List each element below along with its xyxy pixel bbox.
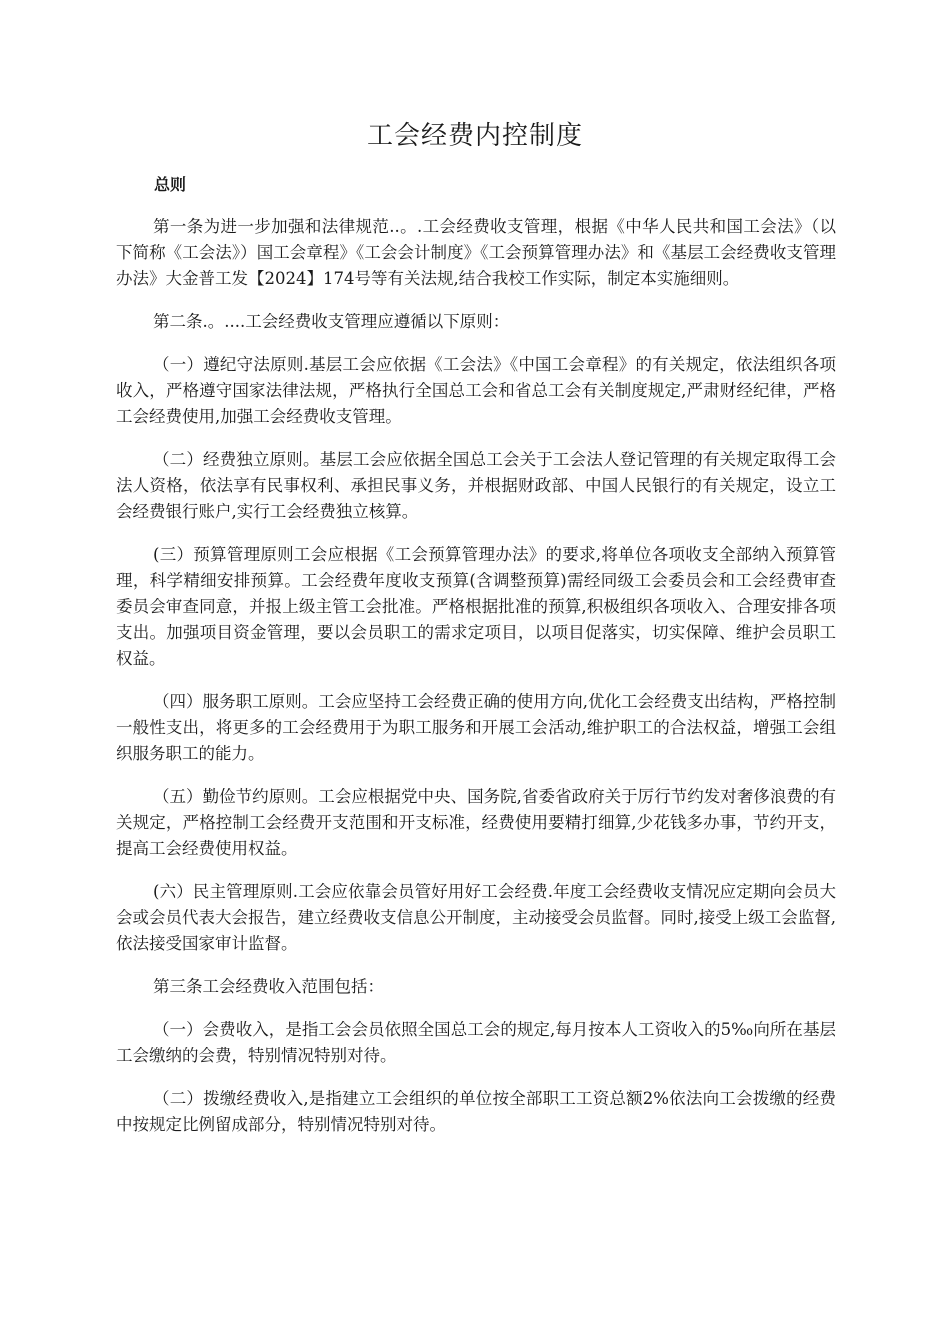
principle-2-paragraph: （二）经费独立原则。基层工会应依据全国总工会关于工会法人登记管理的有关规定取得工会法人资格，依法享有民事权利、承担民事义务，并根据财政部、中国人民银行的有关规定，设立工会经费银行账户,实行工会经费独立核算。: [116, 450, 836, 521]
principle-5-paragraph: （五）勤俭节约原则。工会应根据党中央、国务院,省委省政府关于厉行节约发对奢侈浪费的有关规定，严格控制工会经费开支范围和开支标准，经费使用要精打细算,少花钱多办事，节约开支，提高工会经费使用权益。: [116, 787, 836, 858]
income-item-2-paragraph: （二）拨缴经费收入,是指建立工会组织的单位按全部职工工资总额2%依法向工会拨缴的经费中按规定比例留成部分，特别情况特别对待。: [116, 1089, 836, 1134]
document-title: 工会经费内控制度: [366, 121, 583, 151]
principle-3-paragraph: (三）预算管理原则工会应根据《工会预算管理办法》的要求,将单位各项收支全部纳入预算管理，科学精细安排预算。工会经费年度收支预算(含调整预算)需经同级工会委员会和工会经费审查委员会审查同意，并报上级主管工会批准。严格根据批准的预算,积极组织各项收入、合理安排各项支出。加强项目资金管理，要以会员职工的需求定项目，以项目促落实，切实保障、维护会员职工权益。: [116, 545, 836, 668]
income-item-1-paragraph: （一）会费收入，是指工会会员依照全国总工会的规定,每月按本人工资收入的5‰向所在基层工会缴纳的会费，特别情况特别对待。: [116, 1020, 836, 1065]
document-body: [116, 214, 836, 1155]
article-1-paragraph: 第一条为进一步加强和法律规范..。.工会经费收支管理，根据《中华人民共和国工会法》（以下简称《工会法》）国工会章程》《工会会计制度》《工会预算管理办法》和《基层工会经费收支管理办法》大金普工发【2024】174号等有关法规,结合我校工作实际，制定本实施细则。: [116, 217, 836, 288]
section-heading: 总则: [154, 175, 187, 194]
article-3-paragraph: 第三条工会经费收入范围包括：: [153, 977, 384, 996]
principle-6-paragraph: (六）民主管理原则.工会应依靠会员管好用好工会经费.年度工会经费收支情况应定期向会员大会或会员代表大会报告，建立经费收支信息公开制度，主动接受会员监督。同时,接受上级工会监督,依法接受国家审计监督。: [116, 882, 836, 953]
principle-4-paragraph: （四）服务职工原则。工会应坚持工会经费正确的使用方向,优化工会经费支出结构，严格控制一般性支出，将更多的工会经费用于为职工服务和开展工会活动,维护职工的合法权益，增强工会组织服务职工的能力。: [116, 692, 836, 763]
article-2-paragraph: 第二条.。....工会经费收支管理应遵循以下原则：: [153, 312, 510, 331]
principle-1-paragraph: （一）遵纪守法原则.基层工会应依据《工会法》《中国工会章程》的有关规定，依法组织各项收入，严格遵守国家法律法规，严格执行全国总工会和省总工会有关制度规定,严肃财经纪律，严格工会经费使用,加强工会经费收支管理。: [116, 355, 836, 426]
